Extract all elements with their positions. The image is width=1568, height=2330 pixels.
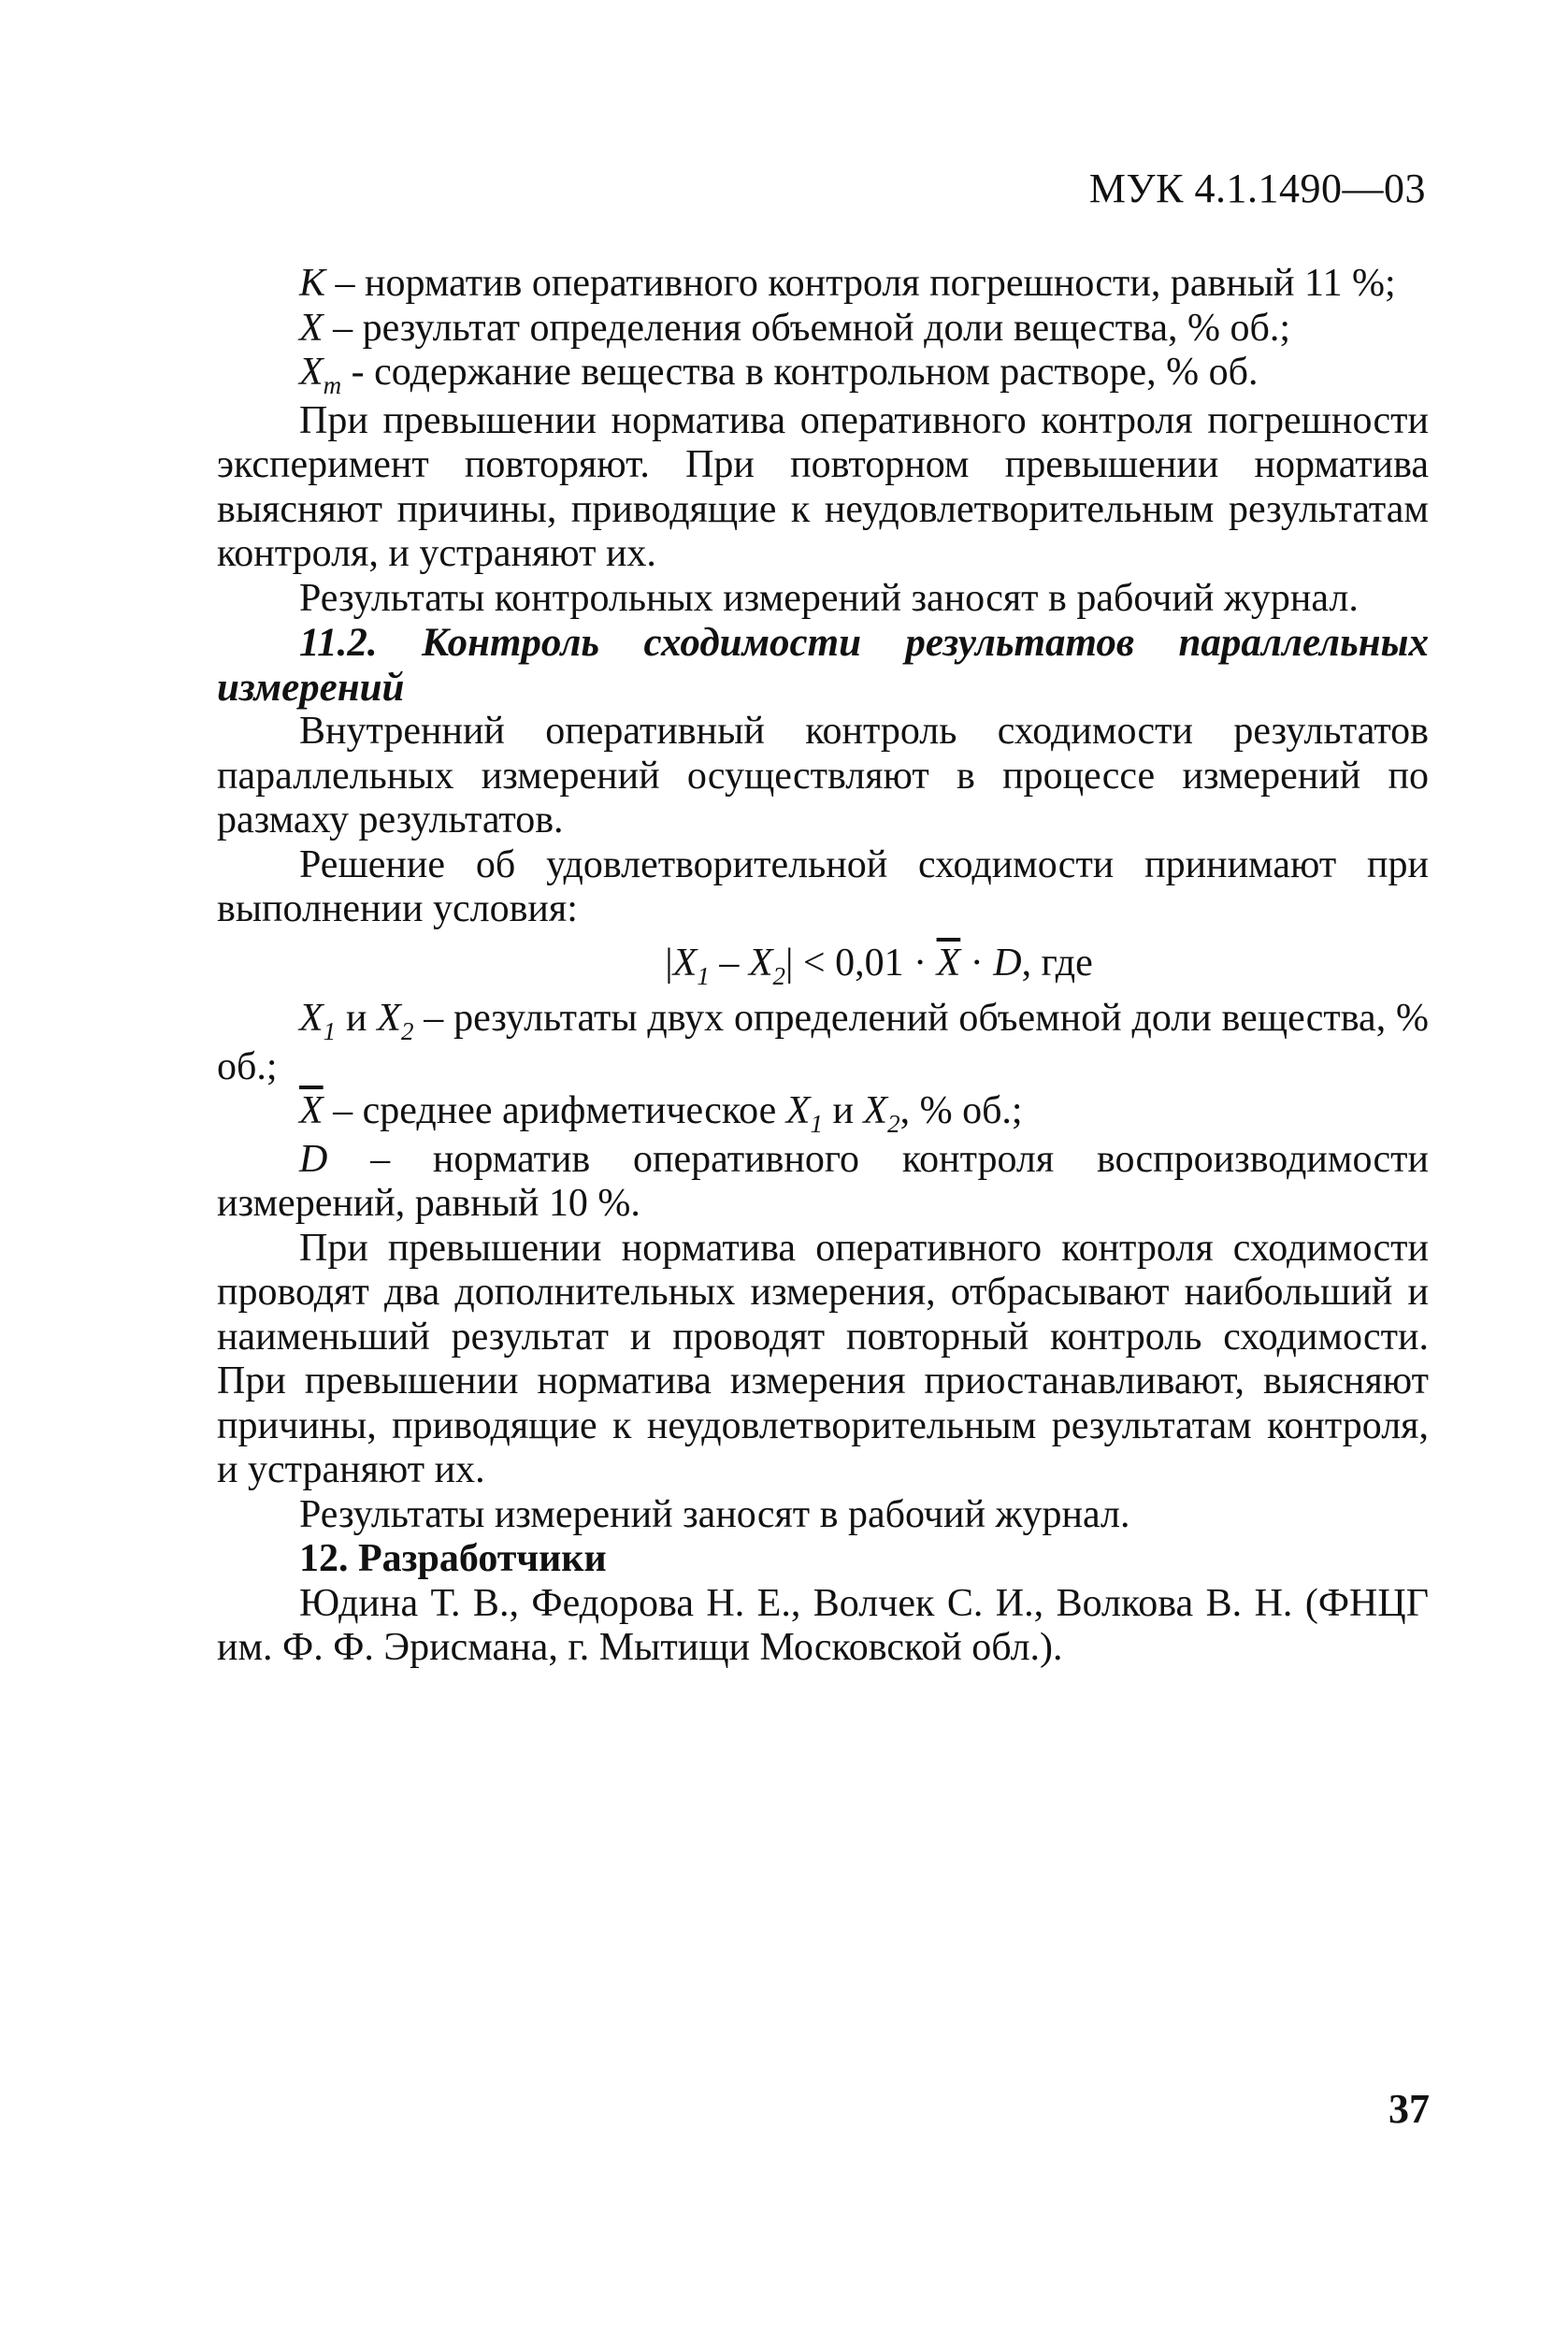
- definition-d-text: – норматив оперативного контроля воспроизводимости измерений, равный 10 %.: [217, 1137, 1429, 1225]
- symbol-k: K: [299, 262, 326, 305]
- symbol-x: X: [299, 306, 324, 350]
- conj-and: и: [336, 997, 378, 1040]
- definition-x: [217, 307, 1429, 352]
- definition-xbar-text-a: – среднее арифметическое: [323, 1089, 786, 1132]
- paragraph-internal-control: Внутренний оперативный контроль сходимости результатов параллельных измерений осуществляют в процессе измерений по размаху результатов.: [217, 710, 1429, 841]
- definition-x-text: – результат определения объемной доли вещества, % об.;: [323, 306, 1291, 350]
- definition-x1-x2-text: – результаты двух определений объемной доли вещества, % об.;: [217, 997, 1429, 1088]
- paragraph-repeat-experiment: При превышении норматива оперативного контроля погрешности эксперимент повторяют. При повторном превышении норматива выясняют причины, приводящие к неудовлетворительным результатам контроля, и устраняют их.: [217, 398, 1429, 575]
- symbol-d: D: [299, 1137, 328, 1181]
- formula-d: D: [993, 941, 1022, 985]
- formula-minus: –: [709, 941, 749, 985]
- conj-and-2: и: [822, 1089, 864, 1132]
- definition-k-text: – норматив оперативного контроля погрешности, равный 11 %;: [325, 262, 1396, 305]
- paragraph-extra-measurements: При превышении норматива оперативного контроля сходимости проводят два дополнительных измерения, отбрасывают наибольший и наименьший результат и проводят повторный контроль сходимости. При превышении норматива измерения приостанавливают, выясняют причины, приводящие к неудовлетворительным результатам контроля, и устраняют их.: [217, 1226, 1429, 1491]
- symbol-xbar-x1: X: [785, 1089, 811, 1132]
- symbol-x2-sub: 2: [400, 1017, 414, 1045]
- formula-x1-sub: 1: [697, 961, 710, 990]
- definition-xbar: [217, 1089, 1429, 1138]
- paragraph-condition: Решение об удовлетворительной сходимости принимают при выполнении условия:: [217, 842, 1429, 930]
- paragraph-measurement-journal: Результаты измерений заносят в рабочий журнал.: [299, 1492, 1130, 1536]
- page-content: [217, 262, 1429, 1671]
- symbol-x1: X: [299, 997, 324, 1040]
- definition-xbar-text-b: , % об.;: [899, 1089, 1023, 1132]
- symbol-xbar-x2-sub: 2: [887, 1110, 900, 1138]
- developers-text: Юдина Т. В., Федорова Н. Е., Волчек С. И., Волкова В. Н. (ФНЦГ им. Ф. Ф. Эрисмана, г. Мытищи Московской обл.).: [217, 1581, 1429, 1669]
- definition-d: [217, 1138, 1429, 1227]
- symbol-xbar: $\overline{X}$: [299, 1089, 324, 1132]
- paragraph-control-journal: Результаты контрольных измерений заносят в рабочий журнал.: [299, 576, 1359, 620]
- symbol-x1-sub: 1: [323, 1017, 337, 1045]
- document-code-header: МУК 4.1.1490—03: [1088, 165, 1426, 211]
- convergence-formula: $|X_1 - X_2| < 0,01 \cdot \overline{X} \cdot D$, где: [665, 941, 1093, 990]
- page-number: 37: [1388, 2086, 1430, 2132]
- definition-x1-x2: [217, 997, 1429, 1089]
- definition-xm-text: - содержание вещества в контрольном растворе, % об.: [341, 351, 1259, 394]
- formula-xbar: $\overline{X}$: [936, 941, 961, 985]
- symbol-xbar-x2: X: [863, 1089, 888, 1132]
- formula-rest: < 0,01 ·: [793, 941, 937, 985]
- formula-tail: , где: [1021, 941, 1093, 985]
- formula-mult: ·: [960, 941, 994, 985]
- symbol-x2: X: [377, 997, 401, 1040]
- formula-x1: X: [672, 941, 698, 985]
- formula-x2-sub: 2: [772, 961, 785, 990]
- formula-x2: X: [748, 941, 773, 985]
- definition-xm: [217, 351, 1429, 399]
- section-11-2-title: 11.2. Контроль сходимости результатов параллельных измерений: [217, 621, 1429, 710]
- symbol-xbar-x1-sub: 1: [810, 1110, 823, 1138]
- definition-k: [217, 262, 1429, 307]
- section-12-title: 12. Разработчики: [299, 1537, 607, 1580]
- symbol-xm: X: [299, 351, 324, 394]
- symbol-xm-subscript: m: [323, 371, 342, 399]
